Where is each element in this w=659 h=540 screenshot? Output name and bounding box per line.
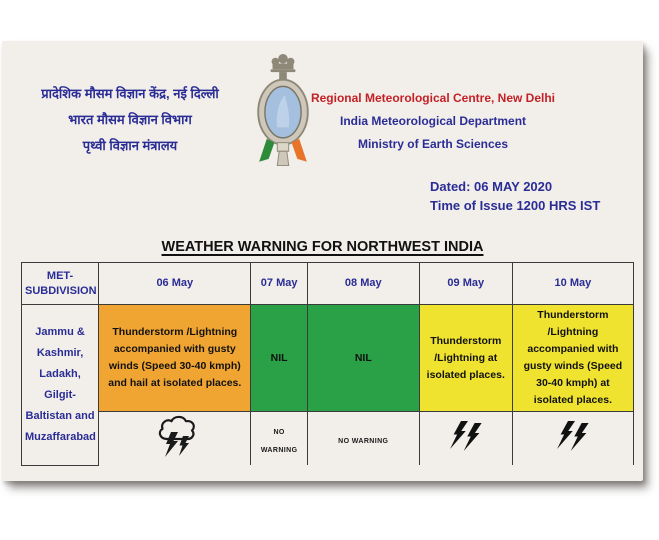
thunderstorm-cloud-lightning-icon	[154, 445, 196, 462]
org-name-imd: India Meteorological Department	[339, 114, 527, 128]
hindi-org-line-1: प्रादेशिक मौसम विज्ञान केंद्र, नई दिल्ली	[41, 86, 219, 101]
issue-date: Dated: 06 MAY 2020	[430, 179, 553, 194]
double-lightning-icon	[449, 438, 483, 455]
column-header-09may: 09 May	[419, 263, 512, 305]
no-warning-label: NO WARNING	[338, 437, 389, 445]
symbol-cell-10may	[512, 412, 633, 466]
symbol-cell-08may	[307, 412, 419, 466]
org-name-moes: Ministry of Earth Sciences	[357, 137, 509, 151]
column-header-07may: 07 May	[251, 263, 307, 305]
page-title: WEATHER WARNING FOR NORTHWEST INDIA	[161, 239, 484, 255]
org-name-rmc: Regional Meteorological Centre, New Delhi	[310, 91, 556, 105]
warning-cell-06may: Thunderstorm /Lightning accompanied with gusty winds (Speed 30-40 kmph) and hail at isolated places.	[99, 305, 251, 412]
weather-warning-table	[21, 262, 634, 466]
column-header-met-subdivision: MET-SUBDIVISION	[22, 263, 99, 305]
no-warning-label: NO WARNING	[260, 428, 298, 454]
bulletin-card	[2, 41, 643, 481]
issue-info	[430, 177, 600, 215]
warning-cell-10may: Thunderstorm /Lightning accompanied with gusty winds (Speed 30-40 kmph) at isolated places.	[512, 305, 633, 412]
column-header-08may: 08 May	[307, 263, 419, 305]
warning-symbol-row	[22, 412, 634, 466]
warning-text-row	[22, 305, 634, 412]
issue-time: Time of Issue 1200 HRS IST	[430, 198, 601, 213]
symbol-cell-09may	[419, 412, 512, 466]
hindi-org-names	[20, 81, 240, 159]
symbol-cell-06may	[99, 412, 251, 466]
warning-cell-08may: NIL	[307, 305, 419, 412]
warning-cell-07may: NIL	[251, 305, 307, 412]
column-header-10may: 10 May	[512, 263, 633, 305]
hindi-org-line-3: पृथ्वी विज्ञान मंत्रालय	[82, 138, 178, 153]
table-header-row	[22, 263, 634, 305]
ashoka-capital-icon	[271, 54, 296, 80]
symbol-cell-07may	[251, 412, 307, 466]
warning-cell-09may: Thunderstorm /Lightning at isolated places.	[419, 305, 512, 412]
double-lightning-icon	[556, 438, 590, 455]
column-header-06may: 06 May	[99, 263, 251, 305]
region-cell: Jammu & Kashmir, Ladakh, Gilgit-Baltistan and Muzaffarabad	[22, 305, 99, 466]
english-org-names	[298, 87, 568, 156]
hindi-org-line-2: भारत मौसम विज्ञान विभाग	[68, 112, 192, 127]
